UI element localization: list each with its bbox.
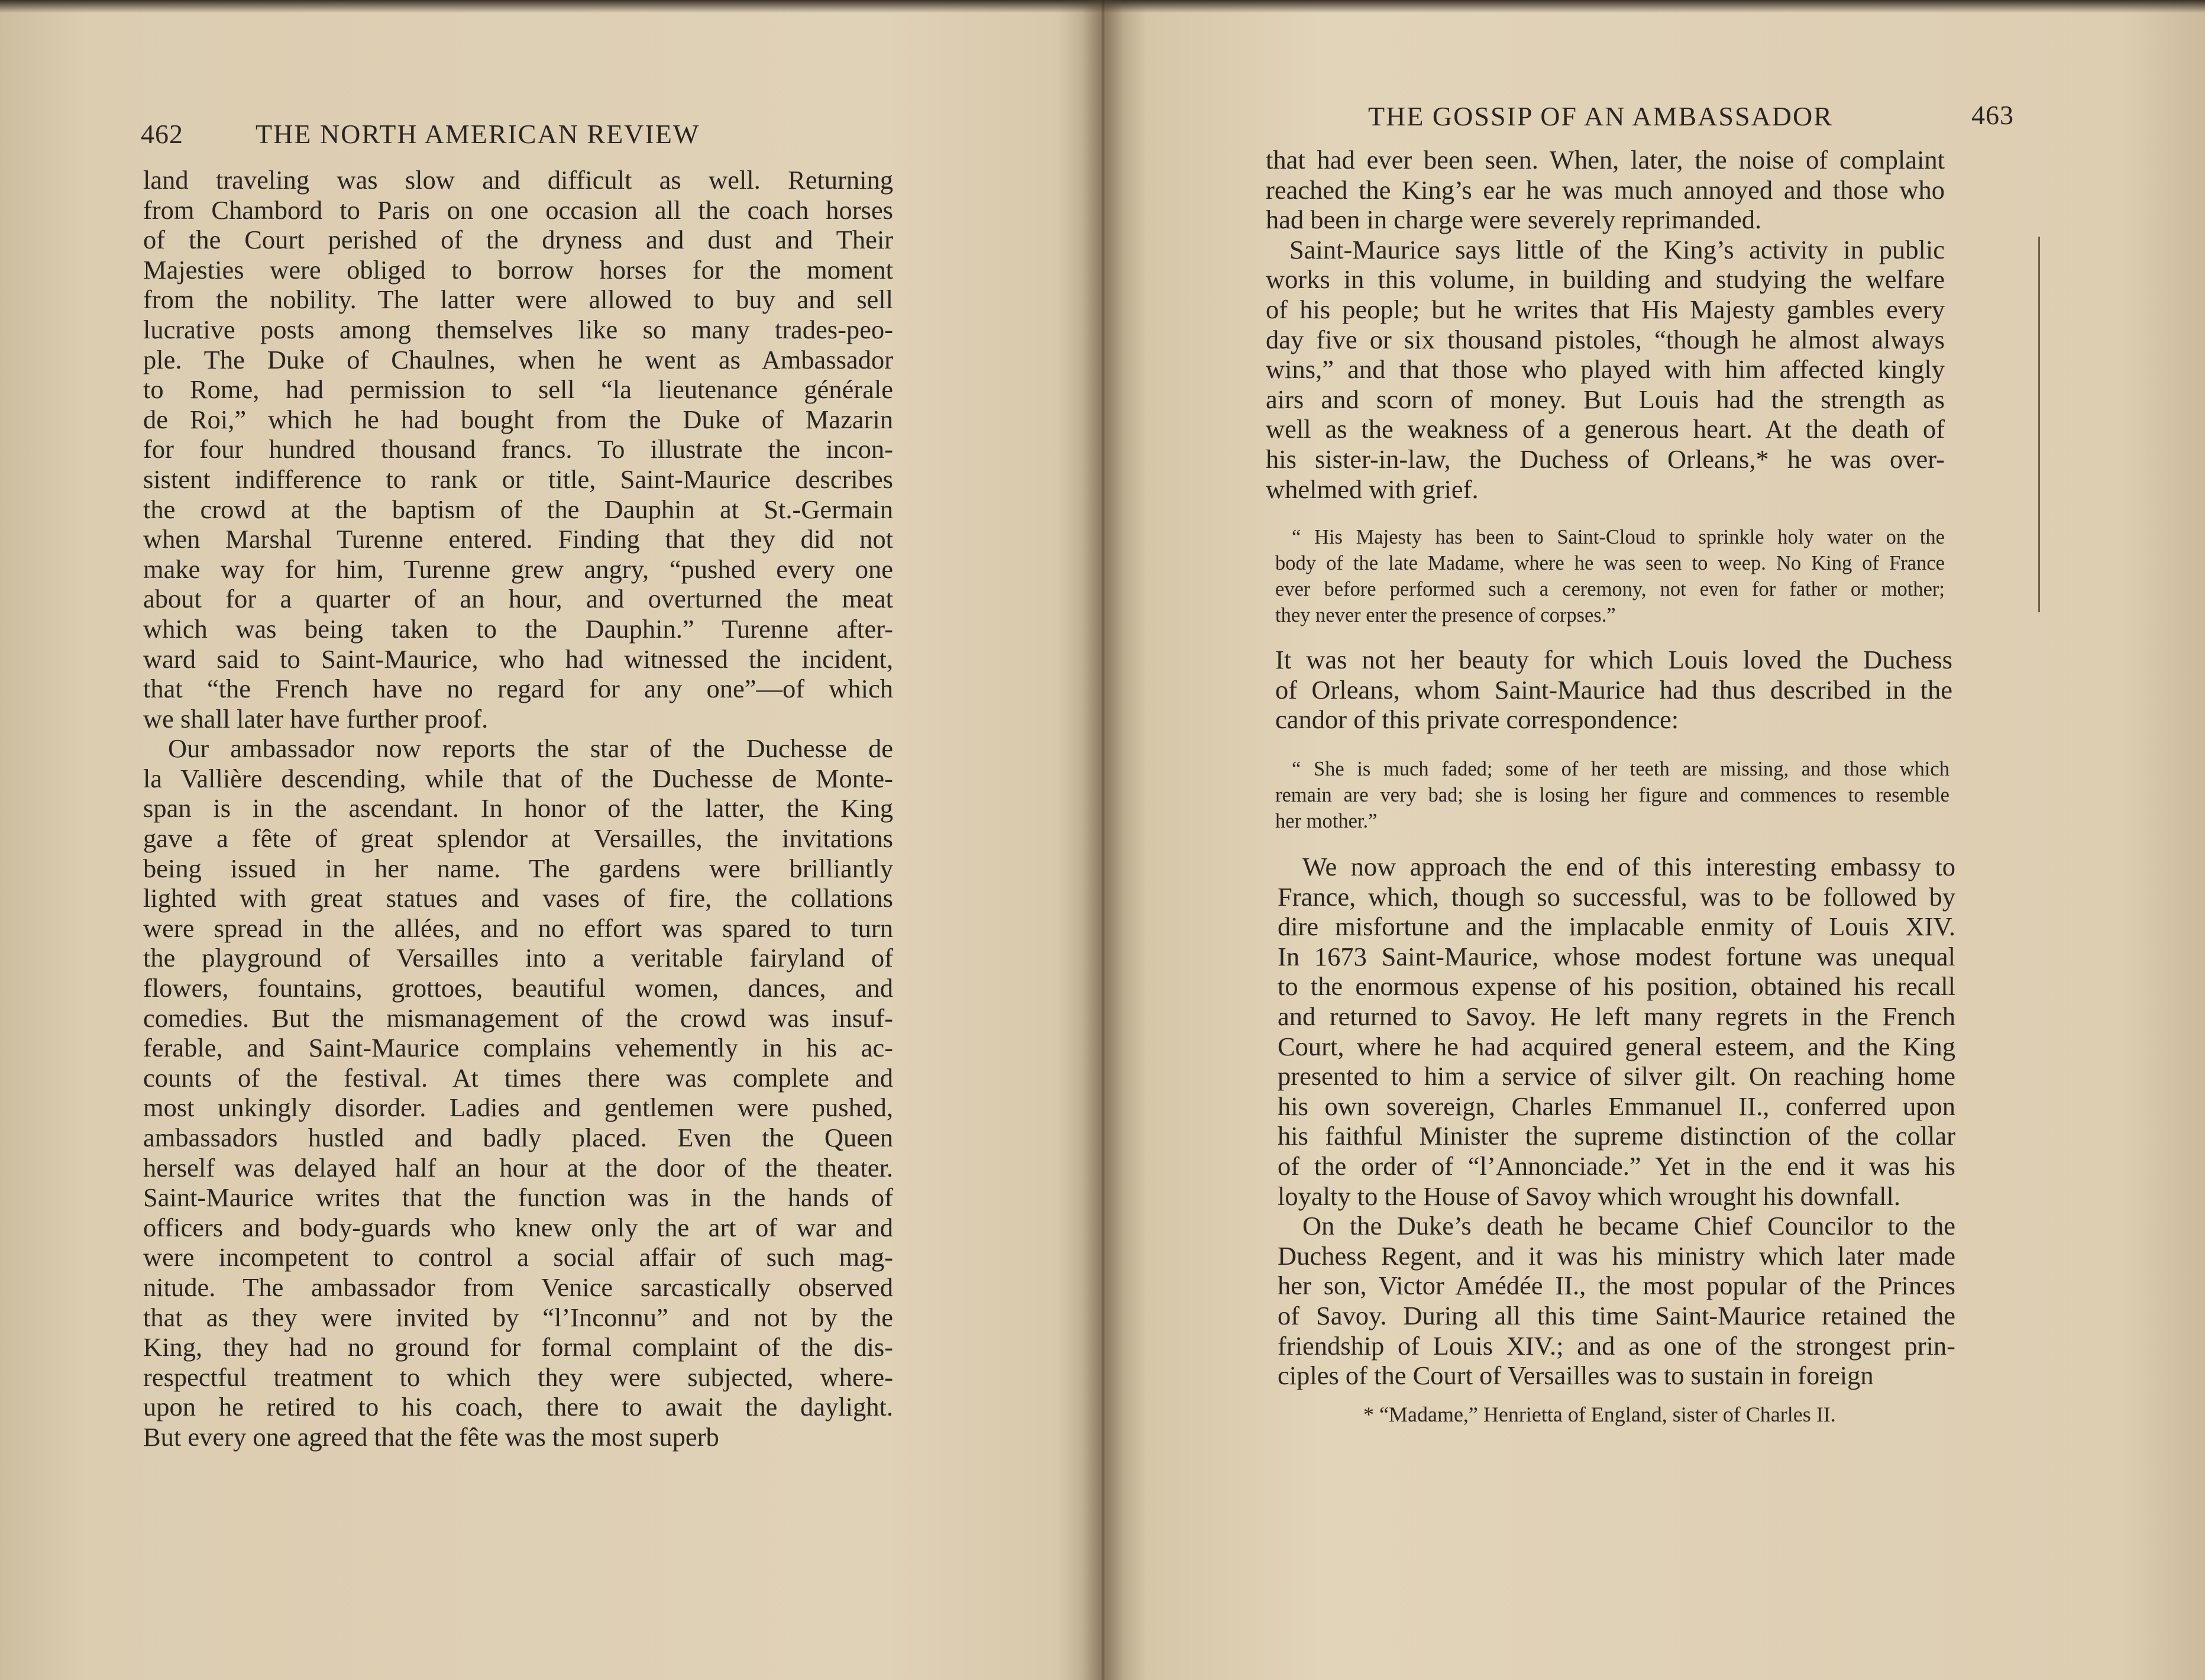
text-line: reached the King’s ear he was much annoyed and those who	[1266, 175, 1945, 205]
text-line: make way for him, Turenne grew angry, “pushed every one	[143, 554, 893, 584]
text-line: that as they were invited by “l’Inconnu” and not by the	[143, 1302, 893, 1332]
text-line: nitude. The ambassador from Venice sarcastically observed	[143, 1272, 893, 1302]
text-line: sistent indifference to rank or title, Saint-Maurice describes	[143, 464, 893, 494]
text-line: to the enormous expense of his position, obtained his recall	[1278, 971, 1955, 1001]
text-line: candor of this private correspondence:	[1275, 705, 1679, 735]
text-line: dire misfortune and the implacable enmity of Louis XIV.	[1278, 912, 1955, 942]
running-head: THE NORTH AMERICAN REVIEW	[256, 119, 700, 149]
text-line: “ She is much faded; some of her teeth are missing, and those which	[1292, 758, 1949, 780]
text-line: Majesties were obliged to borrow horses for the moment	[143, 254, 893, 285]
footnote: * “Madame,” Henrietta of England, sister of Charles II.	[1363, 1403, 1836, 1426]
text-line: “ His Majesty has been to Saint-Cloud to sprinkle holy water on the	[1292, 526, 1945, 548]
text-line: officers and body-guards who knew only the art of war and	[143, 1212, 893, 1242]
text-line: most unkingly disorder. Ladies and gentlemen were pushed,	[143, 1093, 893, 1123]
text-line: of the Court perished of the dryness and dust and Their	[143, 225, 893, 255]
text-line: from Chambord to Paris on one occasion all the coach horses	[143, 195, 893, 225]
text-line: King, they had no ground for formal complaint of the dis-	[143, 1332, 893, 1362]
text-line: land traveling was slow and difficult as well. Returning	[143, 165, 893, 195]
text-line: when Marshal Turenne entered. Finding that they did not	[143, 524, 893, 554]
text-line: they never enter the presence of corpses.”	[1275, 604, 1616, 626]
text-line: of the order of “l’Annonciade.” Yet in the end it was his	[1278, 1151, 1955, 1181]
text-line: Saint-Maurice writes that the function was in the hands of	[143, 1183, 893, 1213]
right-body-text-1	[1266, 145, 1945, 504]
text-line: comedies. But the mismanagement of the crowd was insuf-	[143, 1003, 893, 1033]
text-line: Court, where he had acquired general esteem, and the King	[1278, 1031, 1955, 1061]
text-line: his sister-in-law, the Duchess of Orleans,* he was over-	[1266, 444, 1945, 474]
text-line: well as the weakness of a generous heart. At the death of	[1266, 414, 1945, 444]
text-line: la Vallière descending, while that of the Duchesse de Monte-	[143, 763, 893, 793]
text-line: the crowd at the baptism of the Dauphin at St.-Germain	[143, 494, 893, 524]
text-line: being issued in her name. The gardens were brilliantly	[143, 853, 893, 883]
text-line: span is in the ascendant. In honor of the latter, the King	[143, 793, 893, 823]
text-line: airs and scorn of money. But Louis had the strength as	[1266, 384, 1945, 414]
right-body-text-2	[1275, 645, 1952, 735]
text-line: ever before performed such a ceremony, not even for father or mother;	[1275, 578, 1945, 600]
text-line: presented to him a service of silver gilt. On reaching home	[1278, 1061, 1955, 1091]
text-line: upon he retired to his coach, there to await the daylight.	[143, 1392, 893, 1422]
text-line: lucrative posts among themselves like so many trades-peo-	[143, 314, 893, 344]
text-line: gave a fête of great splendor at Versailles, the invitations	[143, 823, 893, 854]
text-line: which was being taken to the Dauphin.” Turenne after-	[143, 613, 893, 644]
text-line: we shall later have further proof.	[143, 703, 489, 734]
text-line: body of the late Madame, where he was seen to weep. No King of France	[1275, 552, 1945, 574]
text-line: wins,” and that those who played with him affected kingly	[1266, 354, 1945, 385]
text-line: were incompetent to control a social affair of such mag-	[143, 1242, 893, 1272]
margin-pencil-mark	[2038, 237, 2040, 612]
text-line: day five or six thousand pistoles, “though he almost always	[1266, 324, 1945, 354]
running-head: THE GOSSIP OF AN AMBASSADOR	[1368, 101, 1833, 131]
text-line: and returned to Savoy. He left many regrets in the French	[1278, 1001, 1955, 1031]
right-page	[1105, 0, 2205, 1680]
text-line: de Roi,” which he had bought from the Duke of Mazarin	[143, 404, 893, 434]
text-line: that had ever been seen. When, later, the noise of complaint	[1266, 145, 1945, 175]
text-line: counts of the festival. At times there was complete and	[143, 1062, 893, 1093]
block-quote-2	[1275, 756, 1949, 834]
text-line: ferable, and Saint-Maurice complains vehemently in his ac-	[143, 1033, 893, 1063]
text-line: that “the French have no regard for any one”—of which	[143, 674, 893, 704]
text-line: from the nobility. The latter were allowed to buy and sell	[143, 285, 893, 315]
text-line: On the Duke’s death he became Chief Councilor to the	[1302, 1211, 1955, 1241]
text-line: France, which, though so successful, was to be followed by	[1278, 881, 1955, 912]
text-line: respectful treatment to which they were subjected, where-	[143, 1362, 893, 1392]
text-line: ambassadors hustled and badly placed. Even the Queen	[143, 1123, 893, 1152]
text-line: Saint-Maurice says little of the King’s activity in public	[1289, 234, 1945, 264]
right-body-text-3	[1278, 852, 1955, 1391]
text-line: ward said to Saint-Maurice, who had witnessed the incident,	[143, 644, 893, 674]
text-line: But every one agreed that the fête was the most superb	[143, 1421, 719, 1452]
text-line: of Orleans, whom Saint-Maurice had thus described in the	[1275, 674, 1952, 705]
text-line: It was not her beauty for which Louis loved the Duchess	[1275, 645, 1952, 674]
text-line: ple. The Duke of Chaulnes, when he went as Ambassador	[143, 344, 893, 374]
text-line: had been in charge were severely reprimanded.	[1266, 205, 1762, 235]
text-line: his own sovereign, Charles Emmanuel II., conferred upon	[1278, 1091, 1955, 1121]
text-line: whelmed with grief.	[1266, 474, 1479, 504]
text-line: herself was delayed half an hour at the door of the theater.	[143, 1152, 893, 1183]
text-line: were spread in the allées, and no effort was spared to turn	[143, 913, 893, 943]
text-line: about for a quarter of an hour, and overturned the meat	[143, 584, 893, 614]
page-number: 462	[141, 119, 183, 149]
text-line: lighted with great statues and vases of fire, the collations	[143, 883, 893, 913]
text-line: of his people; but he writes that His Majesty gambles every	[1266, 294, 1945, 324]
block-quote-1	[1275, 524, 1945, 628]
text-line: loyalty to the House of Savoy which wrought his downfall.	[1278, 1181, 1901, 1211]
left-page	[0, 0, 1100, 1680]
left-body-text	[143, 165, 893, 1452]
text-line: of Savoy. During all this time Saint-Maurice retained the	[1278, 1300, 1955, 1330]
text-line: flowers, fountains, grottoes, beautiful women, dances, and	[143, 973, 893, 1003]
text-line: We now approach the end of this interesting embassy to	[1302, 852, 1955, 881]
text-line: Duchess Regent, and it was his ministry which later made	[1278, 1240, 1955, 1271]
text-line: for four hundred thousand francs. To illustrate the incon-	[143, 434, 893, 464]
text-line: In 1673 Saint-Maurice, whose modest fortune was unequal	[1278, 941, 1955, 971]
text-line: remain are very bad; she is losing her figure and commences to resemble	[1275, 784, 1949, 806]
text-line: works in this volume, in building and studying the welfare	[1266, 264, 1945, 295]
text-line: her son, Victor Amédée II., the most popular of the Princes	[1278, 1271, 1955, 1301]
page-number: 463	[1971, 100, 2014, 130]
text-line: friendship of Louis XIV.; and as one of the strongest prin-	[1278, 1330, 1955, 1361]
text-line: his faithful Minister the supreme distinction of the collar	[1278, 1121, 1955, 1151]
text-line: to Rome, had permission to sell “la lieutenance générale	[143, 374, 893, 405]
text-line: ciples of the Court of Versailles was to sustain in foreign	[1278, 1361, 1874, 1391]
text-line: her mother.”	[1275, 810, 1378, 832]
text-line: Our ambassador now reports the star of the Duchesse de	[168, 734, 893, 764]
text-line: the playground of Versailles into a veritable fairyland of	[143, 943, 893, 973]
